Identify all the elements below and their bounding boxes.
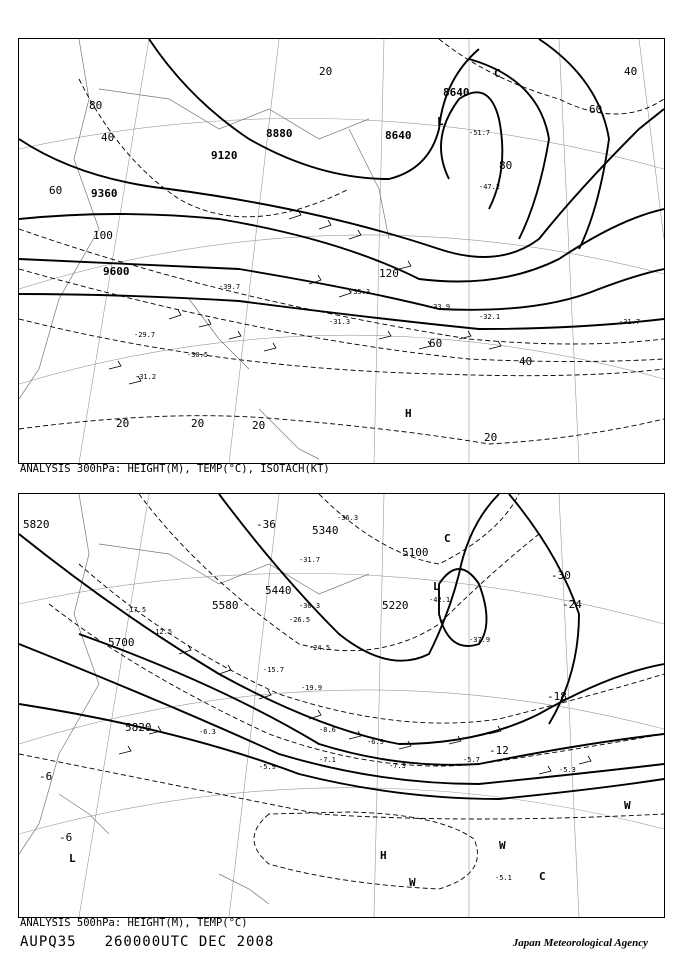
isotach-label: 60 xyxy=(49,184,63,197)
temperature-label: -29.7 xyxy=(134,331,156,339)
height-contours xyxy=(19,39,664,329)
height-label: 5820 xyxy=(125,721,152,734)
height-label: 5220 xyxy=(382,599,409,612)
temperature-label: -5.1 xyxy=(495,874,512,882)
temperature-label: -31.2 xyxy=(135,373,157,381)
temperature-label: -15.7 xyxy=(263,666,285,674)
temperature-label: -8.6 xyxy=(319,726,336,734)
isotach-label: 80 xyxy=(499,159,513,172)
isotach-label: 40 xyxy=(101,131,115,144)
upper-panel-caption: ANALYSIS 300hPa: HEIGHT(M), TEMP(°C), ISOTACH(KT) xyxy=(20,463,330,475)
temperature-label: -17.5 xyxy=(125,606,147,614)
graticule xyxy=(19,39,664,463)
temperature-label: -7.3 xyxy=(389,762,406,770)
height-label: 5820 xyxy=(23,518,50,531)
temperature-label: -32.1 xyxy=(479,313,501,321)
pressure-center-label: L xyxy=(437,115,444,128)
temperature-label: -7.1 xyxy=(319,756,336,764)
temperature-label: -39.7 xyxy=(219,283,241,291)
lower-panel-caption: ANALYSIS 500hPa: HEIGHT(M), TEMP(°C) xyxy=(20,917,248,929)
isotach-label: 60 xyxy=(429,337,443,350)
temperature-label: -5.3 xyxy=(559,766,576,774)
temperature-label: -47.2 xyxy=(479,183,501,191)
temperature-label: -12.5 xyxy=(151,628,173,636)
temperature-label: -5.9 xyxy=(259,763,276,771)
height-label: 5100 xyxy=(402,546,429,559)
height-label: 8640 xyxy=(385,129,412,142)
isotach-label: 20 xyxy=(116,417,130,430)
valid-time: 260000UTC DEC 2008 xyxy=(104,934,275,950)
map-500hpa-canvas xyxy=(19,494,664,917)
temperature-label: -33.9 xyxy=(429,303,451,311)
temperature-label: -36.3 xyxy=(337,514,359,522)
height-label: 9360 xyxy=(91,187,118,200)
pressure-center-label: L xyxy=(69,852,76,865)
pressure-center-label: H xyxy=(405,407,412,420)
temperature-label: -35.3 xyxy=(349,288,371,296)
pressure-center-label: C xyxy=(444,532,451,545)
temperature-label: -37.9 xyxy=(469,636,491,644)
temperature-label: -30.5 xyxy=(187,351,209,359)
isotach-label: 40 xyxy=(624,65,638,78)
graticule xyxy=(19,494,664,917)
height-label: 5700 xyxy=(108,636,135,649)
isotach-label: 100 xyxy=(93,229,113,242)
temperature-label: -5.7 xyxy=(463,756,480,764)
map-300hpa-canvas xyxy=(19,39,664,463)
lower-panel-labels xyxy=(23,514,631,889)
isotherm-label: -24 xyxy=(562,598,582,611)
pressure-center-label: L xyxy=(433,580,440,593)
map-panel-500hpa xyxy=(18,493,665,918)
agency-credit: Japan Meteorological Agency xyxy=(512,937,648,949)
isotherm-label: -30 xyxy=(551,569,571,582)
temperature-label: -26.5 xyxy=(289,616,311,624)
pressure-center-label: W xyxy=(624,799,631,812)
temperature-label: -42.1 xyxy=(429,596,451,604)
pressure-center-label: C xyxy=(494,67,501,80)
isotach-label: 20 xyxy=(484,431,498,444)
height-label: 5580 xyxy=(212,599,239,612)
isotach-label: 120 xyxy=(379,267,399,280)
isotherm-label: -12 xyxy=(489,744,509,757)
height-label: 8640 xyxy=(443,86,470,99)
temperature-label: -31.7 xyxy=(619,318,641,326)
isotach-label: 40 xyxy=(519,355,533,368)
height-label: 9120 xyxy=(211,149,238,162)
product-code: AUPQ35 xyxy=(20,934,77,950)
height-label: 5440 xyxy=(265,584,292,597)
isotherm-label: -36 xyxy=(256,518,276,531)
isotach-label: 80 xyxy=(89,99,103,112)
height-label: 9600 xyxy=(103,265,130,278)
pressure-center-label: W xyxy=(409,876,416,889)
isotach-label: 20 xyxy=(319,65,333,78)
product-line xyxy=(20,934,274,950)
temperature-label: -24.5 xyxy=(309,644,331,652)
height-label: 8880 xyxy=(266,127,293,140)
temperature-label: -30.3 xyxy=(299,602,321,610)
isotach-label: 20 xyxy=(191,417,205,430)
isotach-label: 20 xyxy=(252,419,266,432)
upper-panel-labels xyxy=(49,65,640,444)
isotherm-contours xyxy=(19,494,664,889)
temperature-label: -6.9 xyxy=(367,738,384,746)
isotherm-label: -6 xyxy=(59,831,73,844)
map-panel-300hpa xyxy=(18,38,665,464)
temperature-label: -6.3 xyxy=(199,728,216,736)
temperature-label: -31.3 xyxy=(329,318,351,326)
temperature-label: -51.7 xyxy=(469,129,491,137)
coastlines xyxy=(19,39,389,459)
isotherm-label: -18 xyxy=(547,690,567,703)
temperature-label: -19.9 xyxy=(301,684,323,692)
pressure-center-label: H xyxy=(380,849,387,862)
height-label: 5340 xyxy=(312,524,339,537)
isotach-label: 60 xyxy=(589,103,603,116)
pressure-center-label: C xyxy=(539,870,546,883)
pressure-center-label: W xyxy=(499,839,506,852)
isotherm-label: -6 xyxy=(39,770,53,783)
temperature-label: -31.7 xyxy=(299,556,321,564)
